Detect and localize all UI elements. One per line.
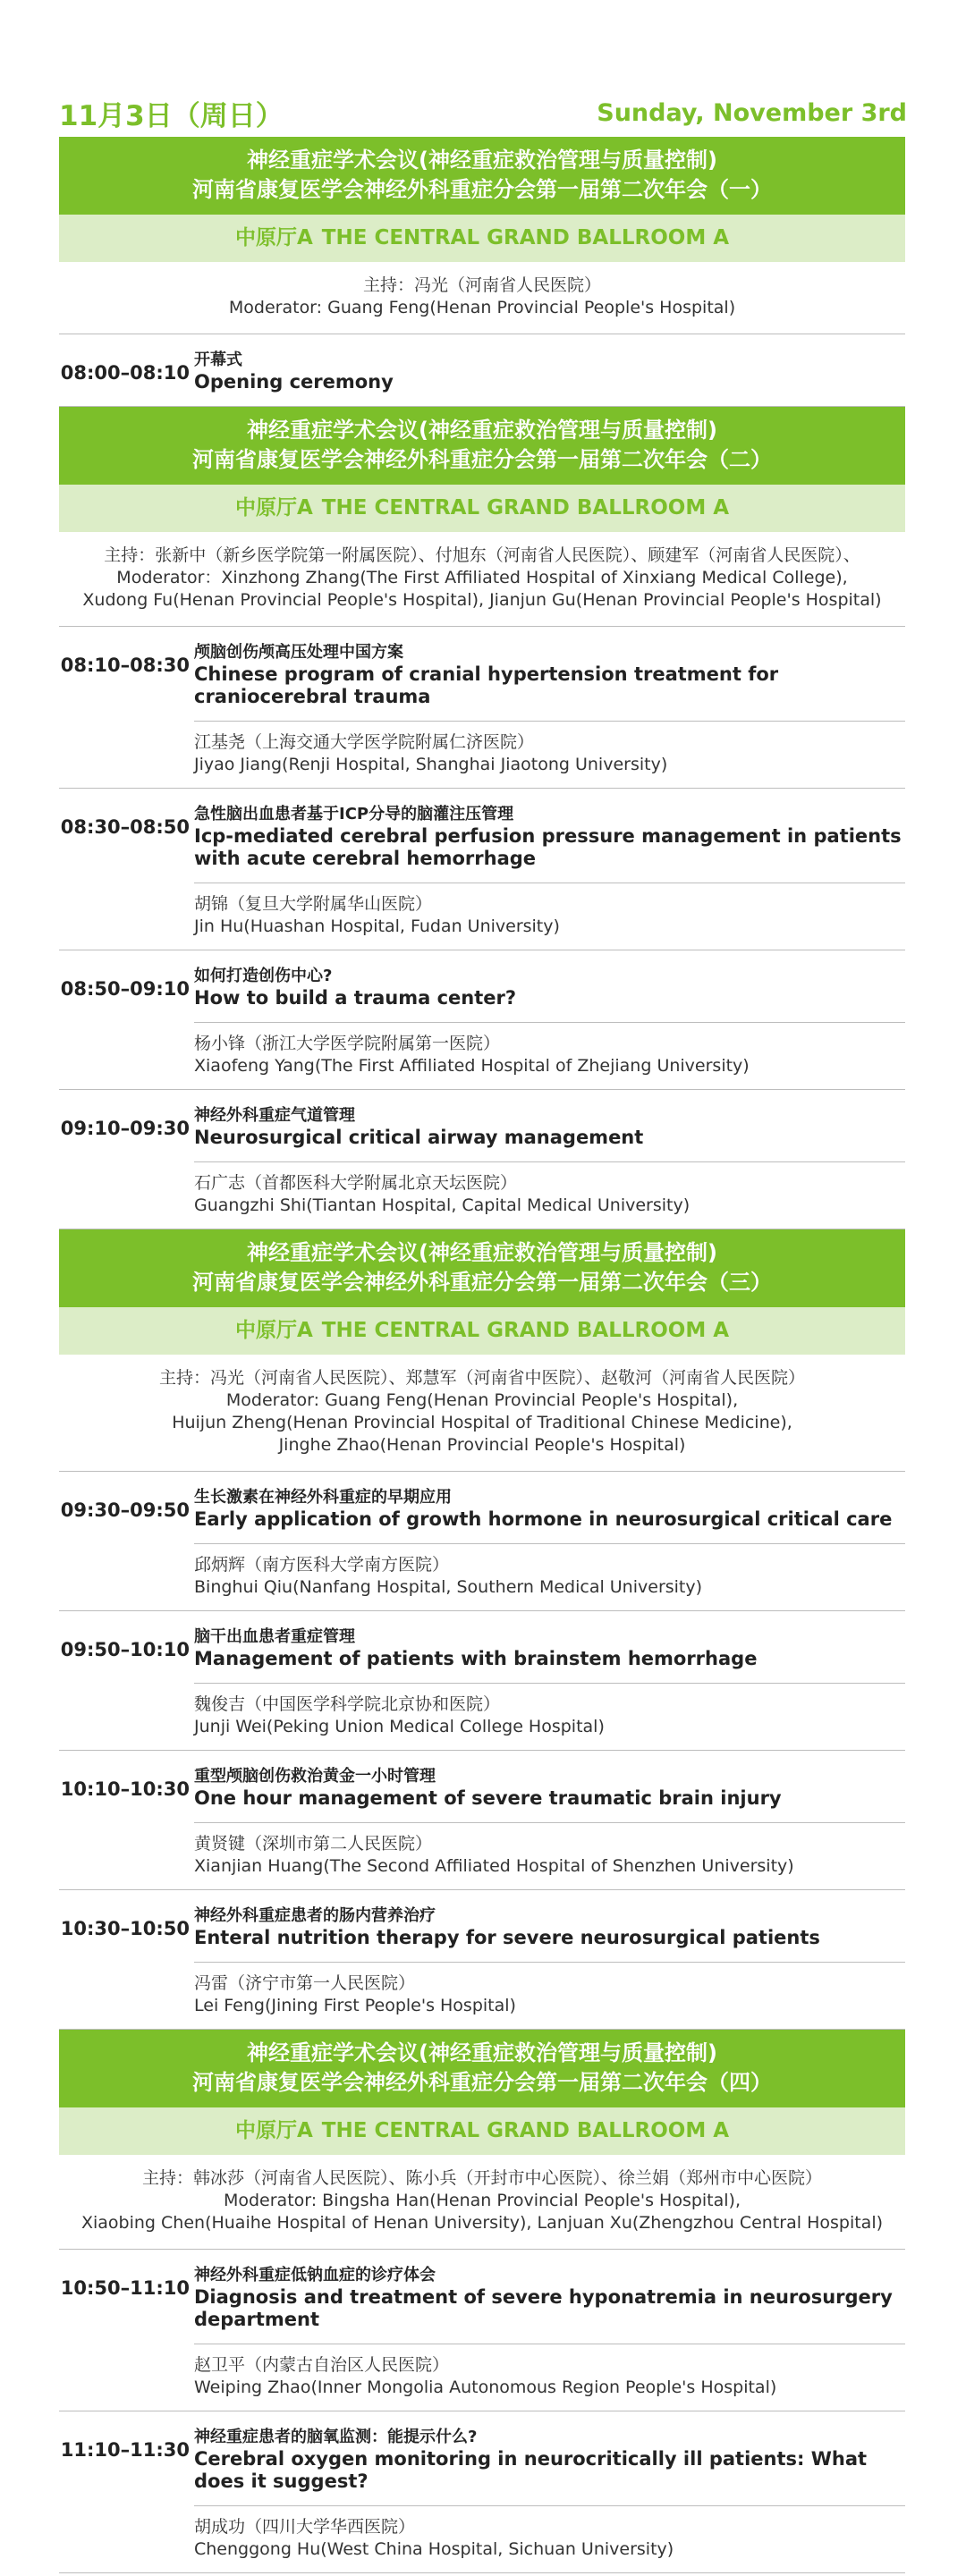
topic-title-cn: 颅脑创伤颅高压处理中国方案 bbox=[194, 643, 403, 662]
date-en: Sunday, November 3rd bbox=[597, 98, 907, 127]
agenda-content bbox=[59, 137, 905, 2573]
session-talk bbox=[59, 334, 905, 406]
moderator-line: 主持：冯光（河南省人民医院） bbox=[362, 275, 601, 295]
session-time: 10:30–10:50 bbox=[60, 1918, 190, 1939]
speaker-name-cn: 胡成功（四川大学华西医院） bbox=[194, 2517, 416, 2537]
session-talk bbox=[59, 2250, 905, 2344]
section-title: 神经重症学术会议(神经重症救治管理与质量控制) bbox=[247, 148, 717, 173]
venue-bar bbox=[59, 215, 905, 262]
session-talk bbox=[59, 789, 905, 883]
moderator-line: Xudong Fu(Henan Provincial People's Hospital), Jianjun Gu(Henan Provincial People's Hospital) bbox=[82, 590, 882, 610]
session-topic bbox=[194, 804, 905, 870]
section-subtitle: 河南省康复医学会神经外科重症分会第一届第二次年会（四） bbox=[192, 2070, 772, 2095]
speaker-name-en: Xianjian Huang(The Second Affiliated Hospital of Shenzhen University) bbox=[194, 1856, 794, 1876]
topic-title-en: Icp-mediated cerebral perfusion pressure management in patients with acute cerebral hemorrhage bbox=[194, 825, 902, 869]
topic-title-cn: 神经外科重症低钠血症的诊疗体会 bbox=[194, 2266, 436, 2285]
moderator-line: Moderator: Bingsha Han(Henan Provincial People's Hospital), bbox=[223, 2191, 741, 2210]
session-talk bbox=[59, 1090, 905, 1161]
session-talk bbox=[59, 627, 905, 721]
section-banner bbox=[59, 1229, 905, 1307]
speaker-name-en: Jiyao Jiang(Renji Hospital, Shanghai Jiaotong University) bbox=[194, 755, 668, 774]
venue-name-en: THE CENTRAL GRAND BALLROOM A bbox=[321, 226, 730, 249]
moderator-line: Huijun Zheng(Henan Provincial Hospital of Traditional Chinese Medicine), bbox=[172, 1413, 792, 1432]
speaker-name-cn: 胡锦（复旦大学附属华山医院） bbox=[194, 894, 433, 914]
session-talk bbox=[59, 1890, 905, 1962]
speaker-block bbox=[194, 883, 905, 950]
speaker-block bbox=[194, 721, 905, 788]
session-talk bbox=[59, 1611, 905, 1683]
speaker-block bbox=[194, 1962, 905, 2029]
session-topic bbox=[194, 966, 905, 1009]
speaker-block bbox=[194, 1822, 905, 1889]
session-talk bbox=[59, 950, 905, 1022]
venue-bar bbox=[59, 2107, 905, 2155]
venue-name-en: THE CENTRAL GRAND BALLROOM A bbox=[321, 1319, 730, 1342]
session-time: 08:50–09:10 bbox=[60, 978, 190, 1000]
session-time: 11:10–11:30 bbox=[60, 2439, 190, 2461]
speaker-name-en: Lei Feng(Jining First People's Hospital) bbox=[194, 1996, 516, 2015]
topic-title-en: Opening ceremony bbox=[194, 371, 394, 393]
venue-name-cn: 中原厅A bbox=[234, 2119, 313, 2142]
speaker-name-en: Weiping Zhao(Inner Mongolia Autonomous Region People's Hospital) bbox=[194, 2378, 777, 2397]
session-topic bbox=[194, 1766, 905, 1810]
speaker-block bbox=[194, 2344, 905, 2411]
session-topic bbox=[194, 2427, 905, 2493]
session-time: 08:00–08:10 bbox=[60, 362, 190, 384]
speaker-name-cn: 江基尧（上海交通大学医学院附属仁济医院） bbox=[194, 732, 535, 752]
venue-name-en: THE CENTRAL GRAND BALLROOM A bbox=[321, 496, 730, 519]
session-row bbox=[59, 950, 905, 1090]
session-time: 10:50–11:10 bbox=[60, 2277, 190, 2299]
session-row bbox=[59, 2411, 905, 2573]
topic-title-en: Enteral nutrition therapy for severe neurosurgical patients bbox=[194, 1927, 820, 1948]
speaker-name-en: Binghui Qiu(Nanfang Hospital, Southern Medical University) bbox=[194, 1577, 703, 1597]
session-topic bbox=[194, 1626, 905, 1670]
topic-title-cn: 生长激素在神经外科重症的早期应用 bbox=[194, 1488, 452, 1507]
session-topic bbox=[194, 642, 905, 708]
speaker-name-en: Jin Hu(Huashan Hospital, Fudan University) bbox=[194, 916, 560, 936]
session-row bbox=[59, 1472, 905, 1611]
section-banner bbox=[59, 2030, 905, 2107]
moderator-line: 主持：韩冰莎（河南省人民医院）、陈小兵（开封市中心医院）、徐兰娟（郑州市中心医院） bbox=[141, 2168, 822, 2188]
session-talk bbox=[59, 1751, 905, 1822]
topic-title-en: How to build a trauma center? bbox=[194, 987, 517, 1009]
agenda-section bbox=[59, 1229, 905, 2030]
topic-title-en: One hour management of severe traumatic brain injury bbox=[194, 1787, 782, 1809]
session-topic bbox=[194, 350, 905, 393]
topic-title-cn: 重型颅脑创伤救治黄金一小时管理 bbox=[194, 1767, 436, 1786]
topic-title-cn: 急性脑出血患者基于ICP分导的脑灌注压管理 bbox=[194, 805, 514, 823]
speaker-name-cn: 邱炳辉（南方医科大学南方医院） bbox=[194, 1555, 450, 1575]
session-topic bbox=[194, 1105, 905, 1149]
topic-title-cn: 开幕式 bbox=[194, 351, 242, 369]
speaker-block bbox=[194, 1161, 905, 1229]
speaker-name-en: Xiaofeng Yang(The First Affiliated Hospital of Zhejiang University) bbox=[194, 1056, 750, 1076]
session-row bbox=[59, 1611, 905, 1751]
session-time: 08:30–08:50 bbox=[60, 816, 190, 838]
moderator-line: Moderator: Guang Feng(Henan Provincial People's Hospital), bbox=[225, 1390, 739, 1410]
speaker-block bbox=[194, 1683, 905, 1750]
session-talk bbox=[59, 1472, 905, 1543]
moderator-block bbox=[59, 2155, 905, 2250]
session-topic bbox=[194, 1905, 905, 1949]
section-subtitle: 河南省康复医学会神经外科重症分会第一届第二次年会（三） bbox=[192, 1270, 772, 1295]
topic-title-en: Chinese program of cranial hypertension treatment for craniocerebral trauma bbox=[194, 663, 779, 707]
topic-title-en: Neurosurgical critical airway management bbox=[194, 1127, 644, 1148]
agenda-section bbox=[59, 407, 905, 1229]
session-row bbox=[59, 789, 905, 950]
date-header bbox=[59, 93, 907, 132]
venue-bar bbox=[59, 1307, 905, 1355]
session-row bbox=[59, 2250, 905, 2411]
moderator-block bbox=[59, 1355, 905, 1472]
session-row bbox=[59, 627, 905, 789]
section-banner bbox=[59, 407, 905, 485]
venue-bar bbox=[59, 485, 905, 532]
session-time: 09:30–09:50 bbox=[60, 1499, 190, 1521]
moderator-line: Xiaobing Chen(Huaihe Hospital of Henan University), Lanjuan Xu(Zhengzhou Central Hospital) bbox=[80, 2213, 884, 2233]
session-time: 09:10–09:30 bbox=[60, 1118, 190, 1139]
speaker-name-en: Guangzhi Shi(Tiantan Hospital, Capital Medical University) bbox=[194, 1195, 691, 1215]
session-topic bbox=[194, 1487, 905, 1531]
topic-title-en: Diagnosis and treatment of severe hyponatremia in neurosurgery department bbox=[194, 2286, 893, 2330]
section-title: 神经重症学术会议(神经重症救治管理与质量控制) bbox=[247, 2040, 717, 2065]
moderator-block bbox=[59, 532, 905, 627]
moderator-line: 主持：张新中（新乡医学院第一附属医院）、付旭东（河南省人民医院）、顾建军（河南省人民医院）、 bbox=[104, 545, 860, 565]
section-banner bbox=[59, 137, 905, 215]
section-subtitle: 河南省康复医学会神经外科重症分会第一届第二次年会（二） bbox=[192, 447, 772, 472]
venue-name-en: THE CENTRAL GRAND BALLROOM A bbox=[321, 2119, 730, 2142]
speaker-block bbox=[194, 2505, 905, 2572]
moderator-line: Moderator: Guang Feng(Henan Provincial People's Hospital) bbox=[228, 298, 736, 317]
speaker-name-en: Chenggong Hu(West China Hospital, Sichuan University) bbox=[194, 2539, 674, 2559]
speaker-name-cn: 杨小锋（浙江大学医学院附属第一医院） bbox=[194, 1034, 501, 1053]
speaker-name-cn: 石广志（首都医科大学附属北京天坛医院） bbox=[194, 1173, 518, 1193]
topic-title-en: Management of patients with brainstem hemorrhage bbox=[194, 1648, 758, 1669]
date-cn: 11月3日（周日） bbox=[59, 99, 284, 132]
session-time: 08:10–08:30 bbox=[60, 655, 190, 676]
session-row bbox=[59, 1090, 905, 1229]
section-title: 神经重症学术会议(神经重症救治管理与质量控制) bbox=[247, 1240, 717, 1265]
topic-title-cn: 神经外科重症患者的肠内营养治疗 bbox=[194, 1906, 436, 1925]
session-talk bbox=[59, 2411, 905, 2505]
session-row bbox=[59, 1751, 905, 1890]
moderator-block bbox=[59, 262, 905, 334]
speaker-block bbox=[194, 1022, 905, 1089]
venue-name-cn: 中原厅A bbox=[234, 226, 313, 249]
session-time: 10:10–10:30 bbox=[60, 1778, 190, 1800]
venue-name-cn: 中原厅A bbox=[234, 1319, 313, 1342]
topic-title-en: Cerebral oxygen monitoring in neurocritically ill patients: What does it suggest? bbox=[194, 2448, 868, 2492]
moderator-line: Jinghe Zhao(Henan Provincial People's Hospital) bbox=[278, 1435, 686, 1455]
speaker-name-cn: 赵卫平（内蒙古自治区人民医院） bbox=[194, 2355, 450, 2375]
topic-title-cn: 神经重症患者的脑氧监测：能提示什么? bbox=[194, 2428, 478, 2446]
speaker-name-cn: 魏俊吉（中国医学科学院北京协和医院） bbox=[194, 1694, 501, 1714]
topic-title-cn: 脑干出血患者重症管理 bbox=[194, 1627, 355, 1646]
session-topic bbox=[194, 2265, 905, 2331]
speaker-name-cn: 冯雷（济宁市第一人民医院） bbox=[194, 1973, 416, 1993]
speaker-block bbox=[194, 1543, 905, 1610]
agenda-section bbox=[59, 2030, 905, 2573]
session-time: 09:50–10:10 bbox=[60, 1639, 190, 1660]
session-row bbox=[59, 1890, 905, 2030]
topic-title-cn: 如何打造创伤中心? bbox=[194, 967, 333, 985]
speaker-name-cn: 黄贤键（深圳市第二人民医院） bbox=[194, 1834, 433, 1854]
topic-title-en: Early application of growth hormone in neurosurgical critical care bbox=[194, 1508, 893, 1530]
moderator-line: 主持：冯光（河南省人民医院）、郑慧军（河南省中医院）、赵敬河（河南省人民医院） bbox=[158, 1368, 805, 1388]
moderator-line: Moderator：Xinzhong Zhang(The First Affiliated Hospital of Xinxiang Medical College), bbox=[116, 568, 848, 587]
agenda-section bbox=[59, 137, 905, 407]
speaker-name-en: Junji Wei(Peking Union Medical College Hospital) bbox=[194, 1717, 605, 1736]
venue-name-cn: 中原厅A bbox=[234, 496, 313, 519]
section-title: 神经重症学术会议(神经重症救治管理与质量控制) bbox=[247, 418, 717, 443]
section-subtitle: 河南省康复医学会神经外科重症分会第一届第二次年会（一） bbox=[192, 177, 772, 202]
topic-title-cn: 神经外科重症气道管理 bbox=[194, 1106, 355, 1125]
session-row bbox=[59, 334, 905, 407]
